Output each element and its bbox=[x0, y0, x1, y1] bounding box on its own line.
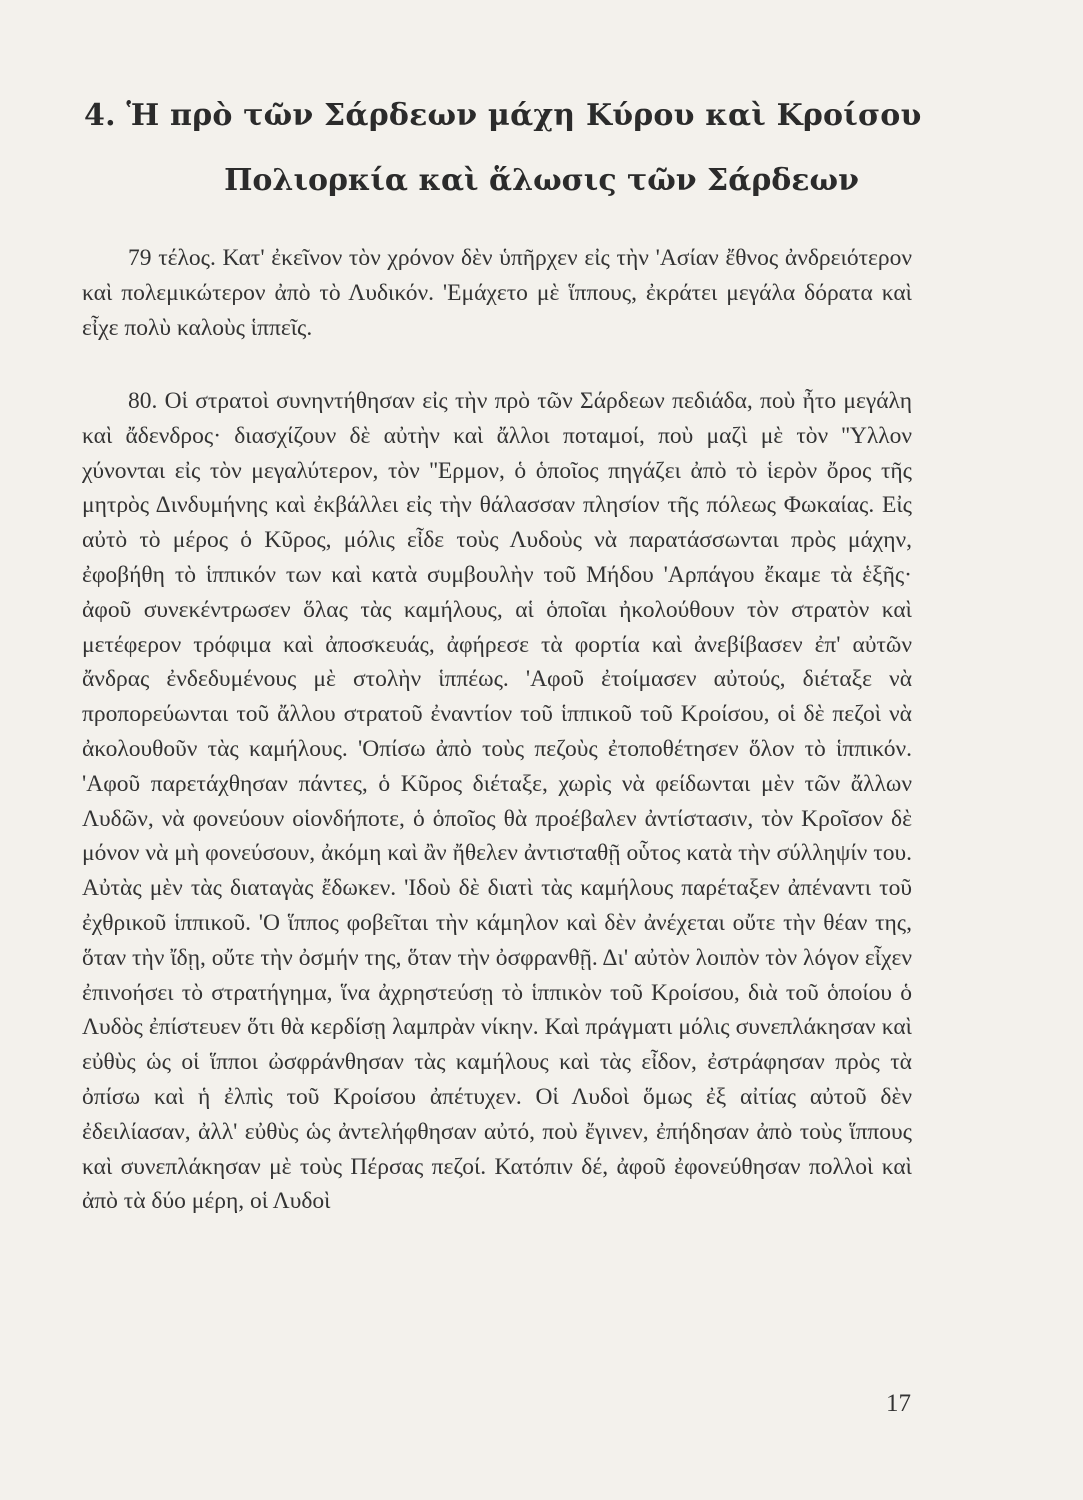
paragraph-80: 80. Οἱ στρατοὶ συνηντήθησαν εἰς τὴν πρὸ τῶν Σάρδεων πεδιάδα, ποὺ ἦτο μεγάλη καὶ ἄδενδρος· διασχίζουν δὲ αὐτὴν καὶ ἄλλοι ποταμοί, ποὺ μαζὶ μὲ τὸν ''Υλλον χύνονται εἰς τὸν μεγαλύτερον, τὸν ''Ερμον, ὁ ὁποῖος πηγάζει ἀπὸ τὸ ἱερὸν ὄρος τῆς μητρὸς Δινδυμήνης καὶ ἐκβάλλει εἰς τὴν θάλασσαν πλησίον τῆς πόλεως Φωκαίας. Εἰς αὐτὸ τὸ μέρος ὁ Κῦρος, μόλις εἶδε τοὺς Λυδοὺς νὰ παρατάσσωνται πρὸς μάχην, ἐφοβήθη τὸ ἱππικόν των καὶ κατὰ συμβουλὴν τοῦ Μήδου 'Αρπάγου ἔκαμε τὰ ἑξῆς· ἀφοῦ συνεκέντρωσεν ὅλας τὰς καμήλους, αἱ ὁποῖαι ἠκολούθουν τὸν στρατὸν καὶ μετέφερον τρόφιμα καὶ ἀποσκευάς, ἀφήρεσε τὰ φορτία καὶ ἀνεβίβασεν ἐπ' αὐτῶν ἄνδρας ἐνδεδυμένους μὲ στολὴν ἱππέως. 'Αφοῦ ἐτοίμασεν αὐτούς, διέταξε νὰ προπορεύωνται τοῦ ἄλλου στρατοῦ ἐναντίον τοῦ ἱππικοῦ τοῦ Κροίσου, οἱ δὲ πεζοὶ νὰ ἀκολουθοῦν τὰς καμήλους. 'Οπίσω ἀπὸ τοὺς πεζοὺς ἐτοποθέτησεν ὅλον τὸ ἱππικόν. 'Αφοῦ παρετάχθησαν πάντες, ὁ Κῦρος διέταξε, χωρὶς νὰ φείδωνται μὲν τῶν ἄλλων Λυδῶν, νὰ φονεύουν οἱονδήποτε, ὁ ὁποῖος θὰ προέβαλεν ἀντίστασιν, τὸν Κροῖσον δὲ μόνον νὰ μὴ φονεύσουν, ἀκόμη καὶ ἂν ἤθελεν ἀντισταθῇ οὗτος κατὰ τὴν σύλληψίν του. Αὐτὰς μὲν τὰς διαταγὰς ἔδωκεν. 'Ιδοὺ δὲ διατὶ τὰς καμήλους παρέταξεν ἀπέναντι τοῦ ἐχθρικοῦ ἱππικοῦ. 'Ο ἵππος φοβεῖται τὴν κάμηλον καὶ δὲν ἀνέχεται οὔτε τὴν θέαν της, ὅταν τὴν ἴδῃ, οὔτε τὴν ὀσμήν της, ὅταν τὴν ὀσφρανθῇ. Δι' αὐτὸν λοιπὸν τὸν λόγον εἶχεν ἐπινοήσει τὸ στρατήγημα, ἵνα ἀχρηστεύσῃ τὸ ἱππικὸν τοῦ Κροίσου, διὰ τοῦ ὁποίου ὁ Λυδὸς ἐπίστευεν ὅτι θὰ κερδίσῃ λαμπρὰν νίκην. Καὶ πράγματι μόλις συνεπλάκησαν καὶ εὐθὺς ὡς οἱ ἵπποι ὠσφράνθησαν τὰς καμήλους καὶ τὰς εἶδον, ἐστράφησαν πρὸς τὰ ὀπίσω καὶ ἡ ἐλπὶς τοῦ Κροίσου ἀπέτυχεν. Οἱ Λυδοὶ ὅμως ἐξ αἰτίας αὐτοῦ δὲν ἐδειλίασαν, ἀλλ' εὐθὺς ὡς ἀντελήφθησαν αὐτό, ποὺ ἔγινεν, ἐπήδησαν ἀπὸ τοὺς ἵππους καὶ συνεπλάκησαν μὲ τοὺς Πέρσας πεζοί. Κατόπιν δέ, ἀφοῦ ἐφονεύθησαν πολλοὶ καὶ ἀπὸ τὰ δύο μέρη, οἱ Λυδοὶ bbox=[82, 388, 912, 1215]
section-subheading: Πολιορκία καὶ ἅλωσις τῶν Σάρδεων bbox=[224, 163, 859, 198]
paragraph-80-block bbox=[82, 384, 912, 1219]
page-number: 17 bbox=[886, 1390, 911, 1417]
paragraph-79: 79 τέλος. Κατ' ἐκεῖνον τὸν χρόνον δὲν ὑπῆρχεν εἰς τὴν 'Ασίαν ἔθνος ἀνδρειότερον καὶ πολεμικώτερον ἀπὸ τὸ Λυδικόν. 'Εμάχετο μὲ ἵππους, ἐκράτει μεγάλα δόρατα καὶ εἶχε πολὺ καλοὺς ἱππεῖς. bbox=[82, 245, 912, 341]
paragraph-79-block bbox=[82, 241, 912, 345]
section-heading: 4. Ἡ πρὸ τῶν Σάρδεων μάχη Κύρου καὶ Κροίσου bbox=[84, 98, 922, 133]
